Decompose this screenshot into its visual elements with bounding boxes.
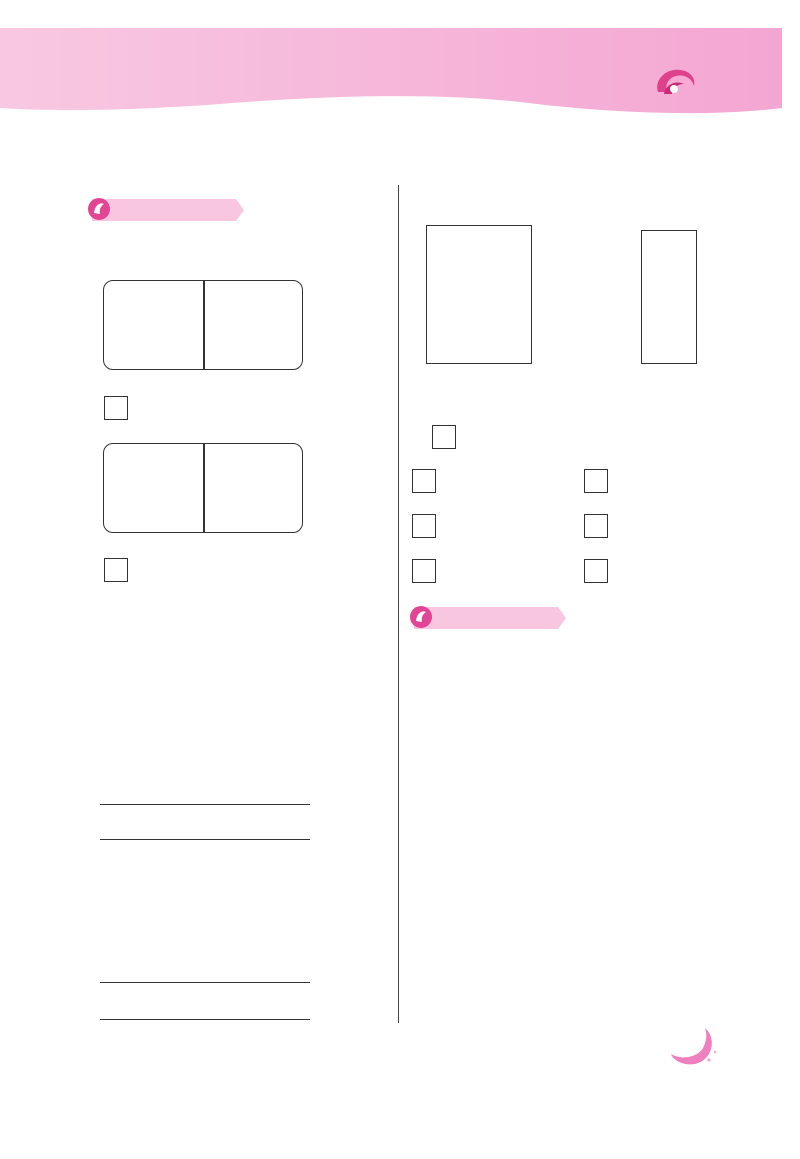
q4-option-4[interactable] (580, 514, 608, 538)
check-box[interactable] (584, 469, 608, 493)
q4-option-5[interactable] (408, 559, 436, 583)
answer-line[interactable] (100, 1005, 310, 1020)
section-banner-basic (86, 195, 246, 225)
answer-line[interactable] (100, 790, 310, 805)
answer-line[interactable] (100, 968, 310, 983)
column-divider (398, 185, 399, 1023)
check-box[interactable] (412, 469, 436, 493)
check-box[interactable] (412, 559, 436, 583)
q2-add-line-1 (100, 790, 310, 809)
q4-option-6[interactable] (580, 559, 608, 583)
dot-panel-1 (103, 280, 303, 370)
apple-plates-box (426, 225, 532, 364)
sample-box (432, 425, 456, 449)
check-box[interactable] (412, 514, 436, 538)
q1-item2-equation (100, 558, 128, 582)
panel-divider (203, 281, 205, 369)
q4-prompt-line-2 (430, 425, 458, 449)
answer-box[interactable] (104, 558, 128, 582)
q4-option-2[interactable] (580, 469, 608, 493)
moon-icon (665, 1020, 720, 1070)
apple-groups-box (641, 230, 697, 364)
q4-option-1[interactable] (408, 469, 436, 493)
q2-mul-line-2 (100, 1005, 310, 1024)
q1-item1-equation (100, 396, 128, 420)
banner-ribbon-icon (408, 603, 568, 633)
q2-mul-line-1 (100, 825, 310, 844)
banner-ribbon-icon (86, 195, 246, 225)
check-box[interactable] (584, 514, 608, 538)
check-box[interactable] (584, 559, 608, 583)
panel-divider (203, 444, 205, 532)
answer-line[interactable] (100, 825, 310, 840)
answer-box[interactable] (104, 396, 128, 420)
q4-option-3[interactable] (408, 514, 436, 538)
section-banner-ability (408, 603, 568, 633)
q2-add-line-2 (100, 968, 310, 987)
dot-panel-2 (103, 443, 303, 533)
swirl-logo-icon (650, 62, 700, 102)
